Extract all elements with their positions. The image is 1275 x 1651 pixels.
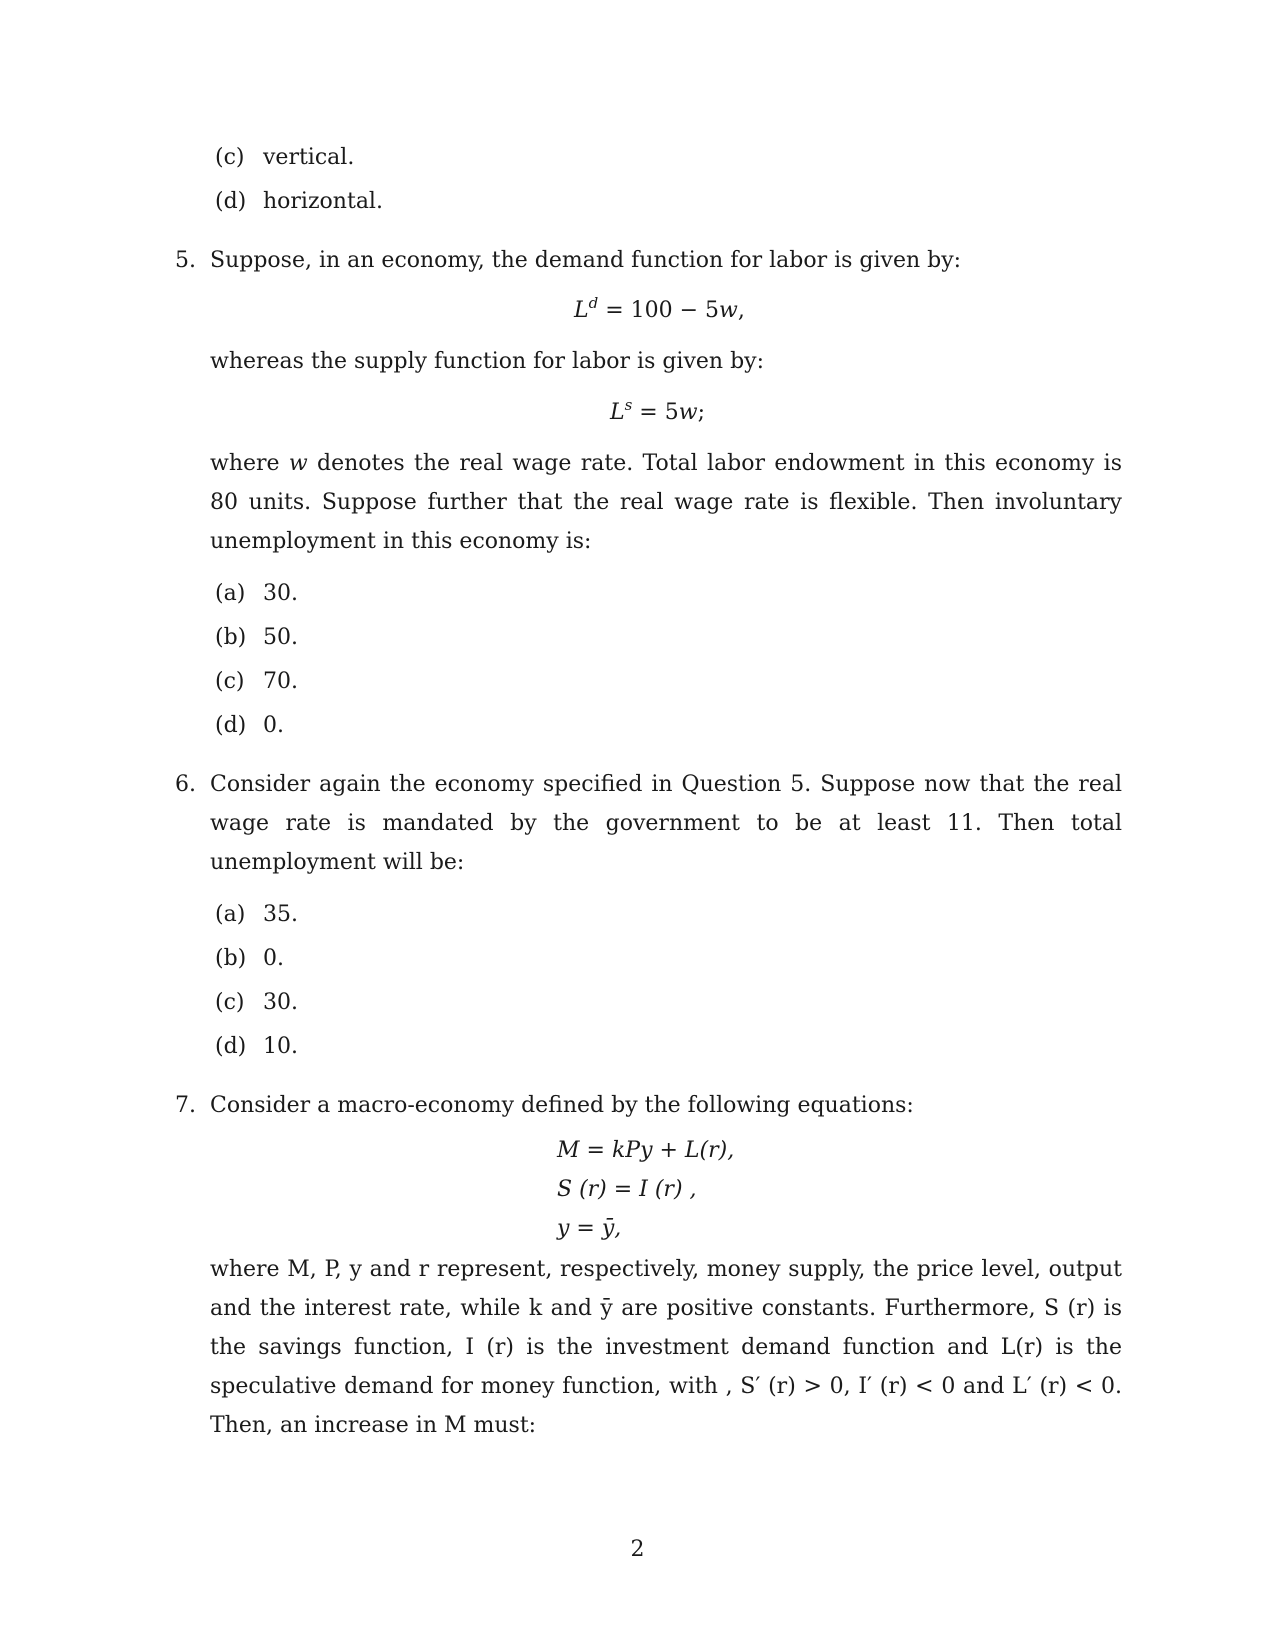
option-label: (c) — [215, 990, 245, 1015]
option-text: 10. — [263, 1034, 298, 1059]
eq-end: ; — [697, 400, 705, 425]
eq-lhs: L — [574, 298, 589, 323]
page-number: 2 — [630, 1537, 645, 1562]
question-text: Consider again the economy specified in Question 5. Suppose now that the real wage rate is mandated by the government to be at least 11. Then total unemployment will be: — [210, 772, 1122, 875]
option-text: horizontal. — [263, 189, 383, 214]
q6-option-a — [215, 900, 298, 930]
eq-superscript: s — [624, 396, 633, 414]
question-mid-text: whereas the supply function for labor is given by: — [210, 349, 765, 374]
question-number: 5. — [175, 248, 196, 273]
option-text: 50. — [263, 625, 298, 650]
option-text: 70. — [263, 669, 298, 694]
question-body: where M, P, y and r represent, respectively, money supply, the price level, output and the interest rate, while k and ȳ are positive constants. Furthermore, S (r) is the savings function, I (r) is the investment demand function and L(r) is the speculative demand for money function, with , S′ (r) > 0, I′ (r) < 0 and L′ (r) < 0. Then, an increase in M must: — [210, 1257, 1122, 1438]
option-label: (a) — [215, 902, 246, 927]
eq-var: w — [678, 400, 698, 425]
q6-option-c — [215, 988, 298, 1018]
eq-end: , — [737, 298, 745, 323]
demand-equation — [574, 291, 745, 330]
eq-lhs: L — [610, 400, 625, 425]
question-body — [210, 444, 1122, 561]
option-text: 0. — [263, 713, 284, 738]
option-label: (d) — [215, 713, 247, 738]
option-text: 30. — [263, 990, 298, 1015]
question-intro: Suppose, in an economy, the demand function for labor is given by: — [210, 248, 962, 273]
q5-option-b — [215, 623, 298, 653]
eq-rhs: = 5 — [632, 400, 679, 425]
equation-money-market: M = kPy + L(r), — [557, 1138, 735, 1163]
option-label: (b) — [215, 946, 247, 971]
equation-output: y = ȳ, — [557, 1216, 622, 1241]
body-start: where — [210, 451, 289, 476]
option-label: (d) — [215, 189, 247, 214]
body-rest: denotes the real wage rate. Total labor endowment in this economy is 80 units. Suppose further that the real wage rate is flexible. Then involuntary unemployment in this economy is: — [210, 451, 1122, 554]
option-label: (c) — [215, 669, 245, 694]
option-label: (c) — [215, 145, 245, 170]
q4-option-d — [215, 187, 383, 217]
question-number: 7. — [175, 1093, 196, 1118]
option-label: (b) — [215, 625, 247, 650]
option-text: 0. — [263, 946, 284, 971]
q4-option-c — [215, 143, 354, 173]
option-text: vertical. — [263, 145, 355, 170]
equation-goods-market: S (r) = I (r) , — [557, 1177, 697, 1202]
option-text: 30. — [263, 581, 298, 606]
eq-var: w — [719, 298, 738, 323]
q5-option-a — [215, 579, 298, 609]
q5-option-d — [215, 711, 284, 741]
eq-rhs: = 100 − 5 — [598, 298, 720, 323]
option-text: 35. — [263, 902, 298, 927]
q6-option-b — [215, 944, 284, 974]
q6-option-d — [215, 1032, 298, 1062]
body-var: w — [288, 451, 308, 476]
supply-equation — [610, 393, 705, 432]
option-label: (d) — [215, 1034, 247, 1059]
q5-option-c — [215, 667, 298, 697]
question-number: 6. — [175, 772, 196, 797]
option-label: (a) — [215, 581, 246, 606]
question-intro: Consider a macro-economy defined by the following equations: — [210, 1093, 914, 1118]
eq-superscript: d — [588, 294, 599, 312]
